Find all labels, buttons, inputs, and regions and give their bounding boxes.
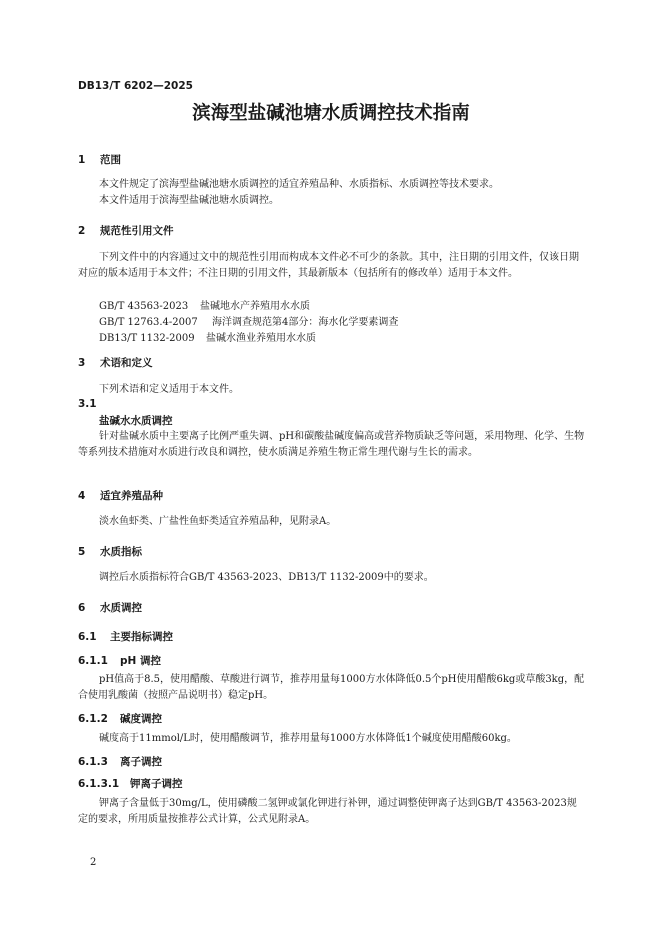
section-title: 适宜养殖品种	[100, 490, 163, 502]
section-number: 6.1.2	[78, 713, 108, 725]
reference-code: DB13/T 1132-2009	[99, 333, 195, 344]
section-5-paragraph-1: 调控后水质指标符合GB/T 43563-2023、DB13/T 1132-2009中的要求。	[99, 572, 434, 583]
section-number: 1	[78, 154, 86, 166]
section-number: 6.1	[78, 631, 97, 643]
section-number: 5	[78, 546, 86, 558]
section-title: 碱度调控	[120, 713, 162, 725]
section-title: 钾离子调控	[130, 778, 183, 790]
subsection-6-1-heading	[78, 629, 173, 644]
section-number: 6	[78, 602, 86, 614]
section-number: 4	[78, 490, 86, 502]
section-title: 主要指标调控	[110, 631, 173, 643]
subsection-6-1-1-heading	[78, 653, 161, 668]
section-2-paragraph-1: 下列文件中的内容通过文中的规范性引用而构成本文件必不可少的条款。其中，注日期的引用文件，仅该日期对应的版本适用于本文件；不注日期的引用文件，其最新版本（包括所有的修改单）适用于本文件。	[78, 252, 579, 279]
normative-reference	[99, 313, 398, 328]
reference-code: GB/T 43563-2023	[99, 301, 189, 312]
standard-code: DB13/T 6202—2025	[78, 80, 193, 92]
section-1-paragraph-1: 本文件规定了滨海型盐碱池塘水质调控的适宜养殖品种、水质指标、水质调控等技术要求。	[99, 179, 499, 190]
section-number: 3	[78, 357, 86, 369]
term-name: 盐碱水水质调控	[99, 415, 173, 427]
section-3-heading	[78, 355, 153, 370]
term-number: 3.1	[78, 398, 97, 410]
section-4-paragraph-1: 淡水鱼虾类、广盐性鱼虾类适宜养殖品种，见附录A。	[99, 516, 337, 527]
section-title: pH 调控	[120, 655, 161, 667]
section-4-heading	[78, 488, 163, 503]
section-title: 范围	[100, 154, 121, 166]
reference-name: 盐碱地水产养殖用水水质	[200, 301, 310, 312]
section-number: 6.1.1	[78, 655, 108, 667]
section-title: 规范性引用文件	[100, 225, 174, 237]
section-number: 2	[78, 225, 86, 237]
subsection-6-1-1-paragraph: pH值高于8.5，使用醋酸、草酸进行调节，推荐用量每1000方水体降低0.5个pH使用醋酸6kg或草酸3kg，配合使用乳酸菌（按照产品说明书）稳定pH。	[78, 674, 585, 701]
page-number: 2	[90, 857, 97, 868]
section-title: 术语和定义	[100, 357, 153, 369]
section-6-heading	[78, 600, 142, 615]
subsection-6-1-2-heading	[78, 711, 162, 726]
section-1-paragraph-2: 本文件适用于滨海型盐碱池塘水质调控。	[99, 195, 279, 206]
section-5-heading	[78, 544, 142, 559]
section-number: 6.1.3	[78, 756, 108, 768]
section-title: 离子调控	[120, 756, 162, 768]
section-1-heading	[78, 152, 121, 167]
section-title: 水质调控	[100, 602, 142, 614]
subsection-6-1-3-1-paragraph: 钾离子含量低于30mg/L，使用磷酸二氢钾或氯化钾进行补钾，通过调整使钾离子达到GB/T 43563-2023规定的要求，所用质量按推荐公式计算，公式见附录A。	[78, 798, 577, 825]
reference-name: 盐碱水渔业养殖用水水质	[206, 333, 316, 344]
section-3-paragraph-1: 下列术语和定义适用于本文件。	[99, 384, 239, 395]
section-title: 水质指标	[100, 546, 142, 558]
term-definition: 针对盐碱水质中主要离子比例严重失调、pH和碳酸盐碱度偏高或营养物质缺乏等问题，采用物理、化学、生物等系列技术措施对水质进行改良和调控，使水质满足养殖生物正常生理代谢与生长的需求。	[78, 431, 585, 458]
reference-code: GB/T 12763.4-2007	[99, 317, 198, 328]
normative-reference	[99, 297, 310, 312]
section-2-heading	[78, 223, 174, 238]
subsection-6-1-2-paragraph: 碱度高于11mmol/L时，使用醋酸调节，推荐用量每1000方水体降低1个碱度使用醋酸60kg。	[99, 733, 517, 744]
subsection-6-1-3-heading	[78, 754, 162, 769]
normative-reference	[99, 329, 316, 344]
section-number: 6.1.3.1	[78, 778, 120, 790]
document-title: 滨海型盐碱池塘水质调控技术指南	[192, 103, 470, 124]
reference-name: 海洋调查规范第4部分：海水化学要素调查	[212, 317, 399, 328]
subsection-6-1-3-1-heading	[78, 776, 183, 791]
